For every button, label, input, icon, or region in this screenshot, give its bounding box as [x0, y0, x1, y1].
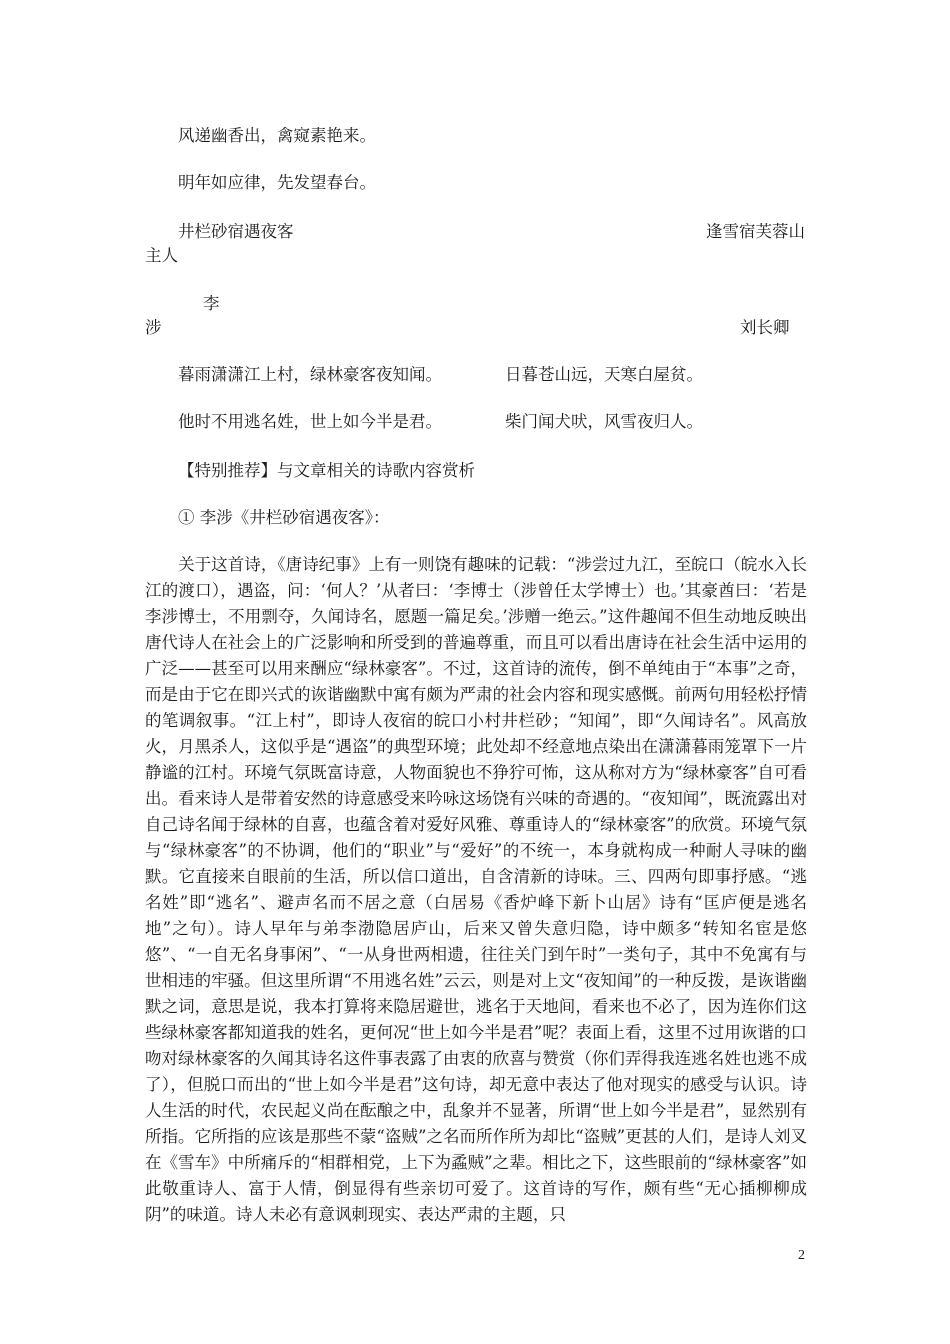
poem-a-author-continued: 涉: [145, 318, 162, 337]
poem-b-title: 逢雪宿芙蓉山: [706, 222, 805, 241]
section-heading: 【特别推荐】与文章相关的诗歌内容赏析: [178, 461, 475, 480]
poem-a-title: 井栏砂宿遇夜客: [178, 222, 294, 241]
body-paragraph: 关于这首诗，《唐诗纪事》上有一则饶有趣味的记载：“涉尝过九江，至皖口（皖水入长江的渡口），遇盗，问：‘何人？’从者曰：‘李博士（涉曾任太学博士）也。’其豪酋曰：‘若是李涉博士，不用剽夺，久闻诗名，愿题一篇足矣。’涉赠一绝云。”这件趣闻不但生动地反映出唐代诗人在社会上的广泛影响和所受到的普遍尊重，而且可以看出唐诗在社会生活中运用的广泛——甚至可以用来酬应“绿林豪客”。不过，这首诗的流传，倒不单纯由于“本事”之奇，而是由于它在即兴式的诙谐幽默中寓有颇为严肃的社会内容和现实感慨。前两句用轻松抒情的笔调叙事。“江上村”，即诗人夜宿的皖口小村井栏砂；“知闻”，即“久闻诗名”。风高放火，月黑杀人，这似乎是“遇盗”的典型环境；此处却不经意地点染出在潇潇暮雨笼罩下一片静谧的江村。环境气氛既富诗意，人物面貌也不狰狞可怖，这从称对方为“绿林豪客”自可看出。看来诗人是带着安然的诗意感受来吟咏这场饶有兴味的奇遇的。“夜知闻”，既流露出对自己诗名闻于绿林的自喜，也蕴含着对爱好风雅、尊重诗人的“绿林豪客”的欣赏。环境气氛与“绿林豪客”的不协调，他们的“职业”与“爱好”的不统一，本身就构成一种耐人寻味的幽默。它直接来自眼前的生活，所以信口道出，自含清新的诗味。三、四两句即事抒感。“逃名姓”即“逃名”、避声名而不居之意（白居易《香炉峰下新卜山居》诗有“匡庐便是逃名地”之句）。诗人早年与弟李渤隐居庐山，后来又曾失意归隐，诗中颇多“转知名宦是悠悠”、“一自无名身事闲”、“一从身世两相遗，往往关门到午时”一类句子，其中不免寓有与世相违的牢骚。但这里所谓“不用逃名姓”云云，则是对上文“夜知闻”的一种反拨，是诙谐幽默之词，意思是说，我本打算将来隐居避世，逃名于天地间，看来也不必了，因为连你们这些绿林豪客都知道我的姓名，更何况“世上如今半是君”呢？表面上看，这里不过用诙谐的口吻对绿林豪客的久闻其诗名这件事表露了由衷的欣喜与赞赏（你们弄得我连逃名姓也逃不成了），但脱口而出的“世上如今半是君”这句诗，却无意中表达了他对现实的感受与认识。诗人生活的时代，农民起义尚在酝酿之中，乱象并不显著，所谓“世上如今半是君”，显然别有所指。它所指的应该是那些不蒙“盗贼”之名而所作所为却比“盗贼”更甚的人们，是诗人刘叉在《雪车》中所痛斥的“相群相党，上下为蟊贼”之辈。相比之下，这些眼前的“绿林豪客”如此敬重诗人、富于人情，倒显得有些亲切可爱了。这首诗的写作，颇有些“无心插柳柳成阴”的味道。诗人未必有意讽刺现实、表达严肃的主题，只: [145, 555, 807, 1224]
page-number: 2: [798, 1248, 805, 1263]
poem-line: 风递幽香出，禽窥素艳来。: [178, 126, 376, 145]
poem-a-author: 李: [203, 294, 220, 313]
poem-a-line: 他时不用逃名姓，世上如今半是君。: [178, 412, 442, 431]
subheading: ① 李涉《井栏砂宿遇夜客》：: [178, 508, 390, 527]
poem-line: 明年如应律，先发望春台。: [178, 173, 376, 192]
poem-a-line: 暮雨潇潇江上村，绿林豪客夜知闻。: [178, 365, 442, 384]
poem-b-line: 日暮苍山远，天寒白屋贫。: [505, 365, 703, 384]
poem-b-title-continued: 主人: [145, 246, 178, 265]
poem-b-line: 柴门闻犬吠，风雪夜归人。: [505, 412, 703, 431]
poem-b-author: 刘长卿: [740, 318, 790, 337]
